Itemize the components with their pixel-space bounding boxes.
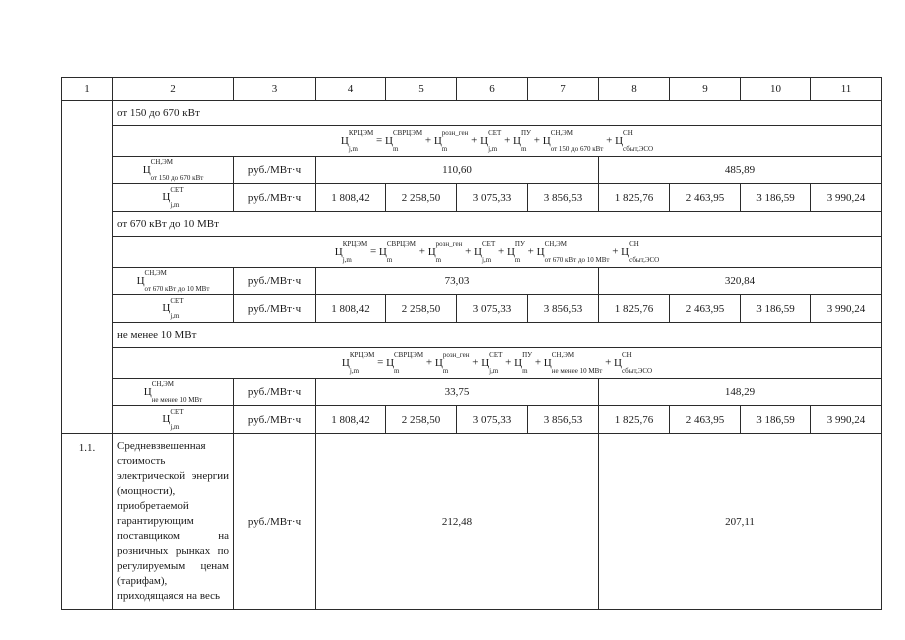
formula-sub: j,m bbox=[489, 366, 499, 375]
row-description: Средневзвешенная стоимость электрической энергии (мощности), приобретаемой гарантирующим поставщиком на розничных рынках по регулируемым ценам (тарифам), приходящаяся на весь bbox=[113, 434, 234, 610]
header-cell: 5 bbox=[386, 78, 457, 101]
sn-em-value: 33,75 bbox=[316, 379, 599, 406]
formula-sub: j,m bbox=[348, 144, 358, 153]
formula-indices bbox=[442, 129, 469, 153]
formula-sub: m bbox=[435, 255, 442, 264]
formula-sup: СН bbox=[623, 129, 633, 138]
formula-letter: Ц bbox=[506, 245, 515, 258]
set-value: 2 463,95 bbox=[670, 406, 741, 434]
set-value: 1 808,42 bbox=[316, 406, 386, 434]
set-value: 1 825,76 bbox=[599, 184, 670, 212]
formula-sup: СЕТ bbox=[488, 129, 502, 138]
formula-sub: m bbox=[522, 366, 528, 375]
symbol-indices bbox=[170, 297, 183, 321]
formula-indices bbox=[552, 351, 603, 375]
set-value: 1 825,76 bbox=[599, 406, 670, 434]
set-value: 1 808,42 bbox=[316, 184, 386, 212]
sn-em-value: 320,84 bbox=[599, 268, 882, 295]
formula-indices bbox=[393, 129, 422, 153]
header-cell: 8 bbox=[599, 78, 670, 101]
unit-cell: руб./МВт·ч bbox=[234, 434, 316, 610]
formula-row bbox=[62, 237, 882, 268]
symbol-sup: СЕТ bbox=[170, 185, 184, 194]
formula-letter: Ц bbox=[621, 245, 630, 258]
symbol-sup: СН,ЭМ bbox=[150, 158, 173, 167]
set-value: 3 990,24 bbox=[811, 184, 882, 212]
symbol-indices bbox=[152, 380, 203, 404]
formula-letter: Ц bbox=[536, 245, 545, 258]
symbol-letter: Ц bbox=[162, 191, 171, 204]
section-label: от 150 до 670 кВт bbox=[113, 101, 882, 126]
formula-term bbox=[480, 129, 502, 153]
formula-sub: сбыт,ЭСО bbox=[623, 144, 654, 153]
formula-term bbox=[614, 351, 653, 375]
set-value: 3 186,59 bbox=[741, 295, 811, 323]
formula-sub: сбыт,ЭСО bbox=[629, 255, 660, 264]
formula-sup: КРЦЭМ bbox=[342, 240, 368, 249]
section-label-row bbox=[62, 323, 882, 348]
set-value: 1 808,42 bbox=[316, 295, 386, 323]
formula-sub: m bbox=[394, 366, 400, 375]
set-value: 2 463,95 bbox=[670, 184, 741, 212]
formula-indices bbox=[551, 129, 604, 153]
formula-sub: m bbox=[521, 144, 527, 153]
set-value: 3 856,53 bbox=[528, 406, 599, 434]
set-symbol-cell bbox=[113, 295, 234, 323]
weighted-cost-value: 212,48 bbox=[316, 434, 599, 610]
header-cell: 9 bbox=[670, 78, 741, 101]
formula-sup: СВРЦЭМ bbox=[386, 240, 416, 249]
sn-em-symbol-cell bbox=[113, 379, 234, 406]
formula-term bbox=[506, 240, 525, 264]
header-cell: 6 bbox=[457, 78, 528, 101]
formula-indices bbox=[522, 351, 532, 375]
set-row bbox=[62, 406, 882, 434]
formula-sup: СН bbox=[621, 351, 632, 360]
formula-row bbox=[62, 348, 882, 379]
formula-term bbox=[433, 129, 469, 153]
formula-indices bbox=[545, 240, 610, 264]
formula-letter: Ц bbox=[543, 356, 552, 369]
column-number-header bbox=[62, 78, 882, 101]
formula-sub: j,m bbox=[349, 366, 360, 375]
formula-sup: ПУ bbox=[522, 351, 533, 360]
sn-em-value: 485,89 bbox=[599, 157, 882, 184]
price-symbol bbox=[162, 296, 184, 321]
formula-indices bbox=[350, 351, 374, 375]
symbol-indices bbox=[170, 408, 183, 432]
formula-sub: m bbox=[392, 144, 399, 153]
symbol-letter: Ц bbox=[143, 385, 152, 398]
formula-term bbox=[514, 351, 533, 375]
header-cell: 7 bbox=[528, 78, 599, 101]
formula-letter: Ц bbox=[542, 134, 551, 147]
row-1-1 bbox=[62, 434, 882, 610]
formula-indices bbox=[443, 351, 470, 375]
formula-sup: СН,ЭМ bbox=[544, 240, 567, 249]
set-value: 3 075,33 bbox=[457, 406, 528, 434]
set-value: 3 990,24 bbox=[811, 295, 882, 323]
set-value: 3 186,59 bbox=[741, 406, 811, 434]
symbol-letter: Ц bbox=[142, 163, 151, 176]
formula-term bbox=[427, 240, 463, 264]
formula-sup: розн_ген bbox=[441, 129, 469, 138]
header-cell: 1 bbox=[62, 78, 113, 101]
formula-sub: m bbox=[386, 255, 393, 264]
formula-sub: j,m bbox=[342, 255, 352, 264]
formula-term bbox=[340, 129, 374, 153]
symbol-sub: j,m bbox=[170, 201, 180, 210]
set-value: 3 075,33 bbox=[457, 295, 528, 323]
weighted-cost-value: 207,11 bbox=[599, 434, 882, 610]
formula-sub: m bbox=[442, 366, 449, 375]
formula-sub: m bbox=[441, 144, 448, 153]
formula-indices bbox=[343, 240, 367, 264]
set-value: 2 258,50 bbox=[386, 295, 457, 323]
symbol-letter: Ц bbox=[136, 274, 145, 287]
set-value: 2 463,95 bbox=[670, 295, 741, 323]
price-symbol bbox=[162, 185, 184, 210]
sn-em-row bbox=[62, 268, 882, 295]
formula-indices bbox=[622, 351, 652, 375]
unit-cell: руб./МВт·ч bbox=[234, 406, 316, 434]
unit-cell: руб./МВт·ч bbox=[234, 157, 316, 184]
header-cell: 4 bbox=[316, 78, 386, 101]
formula-sup: ПУ bbox=[521, 129, 532, 138]
symbol-sup: СЕТ bbox=[170, 407, 184, 416]
symbol-indices bbox=[170, 186, 183, 210]
formula-letter: Ц bbox=[474, 245, 482, 258]
formula-term bbox=[543, 351, 603, 375]
formula-sup: ПУ bbox=[514, 240, 525, 249]
row-number-blank bbox=[62, 101, 113, 434]
formula-indices bbox=[387, 240, 416, 264]
formula-sup: СВРЦЭМ bbox=[392, 129, 423, 138]
formula-letter: Ц bbox=[513, 134, 521, 147]
tariff-table bbox=[61, 77, 882, 610]
formula-letter: Ц bbox=[427, 245, 436, 258]
sn-em-value: 110,60 bbox=[316, 157, 599, 184]
formula-sub: j,m bbox=[482, 255, 492, 264]
formula-sub: m bbox=[514, 255, 521, 264]
formula-indices bbox=[436, 240, 463, 264]
unit-cell: руб./МВт·ч bbox=[234, 295, 316, 323]
price-symbol bbox=[142, 158, 204, 182]
set-value: 3 856,53 bbox=[528, 184, 599, 212]
symbol-letter: Ц bbox=[162, 413, 171, 426]
formula-indices bbox=[623, 129, 653, 153]
formula-indices bbox=[482, 240, 495, 264]
formula-indices bbox=[515, 240, 525, 264]
header-cell: 2 bbox=[113, 78, 234, 101]
sn-em-row bbox=[62, 157, 882, 184]
header-cell: 11 bbox=[811, 78, 882, 101]
symbol-sup: СЕТ bbox=[170, 296, 184, 305]
header-cell: 3 bbox=[234, 78, 316, 101]
formula-term bbox=[434, 351, 470, 375]
formula-letter: Ц bbox=[480, 134, 489, 147]
set-symbol-cell bbox=[113, 406, 234, 434]
formula-term bbox=[386, 351, 424, 375]
symbol-sub: j,m bbox=[170, 423, 180, 432]
formula-sup: СЕТ bbox=[489, 351, 503, 360]
formula-sub: сбыт,ЭСО bbox=[621, 366, 653, 375]
formula-letter: Ц bbox=[434, 356, 443, 369]
set-value: 2 258,50 bbox=[386, 184, 457, 212]
sn-em-value: 148,29 bbox=[599, 379, 882, 406]
unit-cell: руб./МВт·ч bbox=[234, 379, 316, 406]
set-row bbox=[62, 184, 882, 212]
symbol-sub: не менее 10 МВт bbox=[151, 395, 203, 404]
symbol-letter: Ц bbox=[162, 302, 171, 315]
unit-cell: руб./МВт·ч bbox=[234, 184, 316, 212]
set-value: 3 990,24 bbox=[811, 406, 882, 434]
symbol-indices bbox=[145, 269, 210, 293]
formula: $Ц^{КРЦЭМ}$ $_{j,m} = Ц^{СВРЦЭМ}$ $_m + Ц^{розн\_ген}$ $_m + Ц^{СЕТ}$ $_{j,m} + Ц^{ПУ}$ $_m + Ц^{СН,ЭМ}$ $_{не менее 10 МВт} + Ц^{СН}$ $_{сбыт,ЭСО}$ bbox=[113, 348, 882, 379]
formula-term bbox=[542, 129, 604, 153]
set-value: 3 856,53 bbox=[528, 295, 599, 323]
formula-indices bbox=[489, 351, 502, 375]
formula: $Ц^{КРЦЭМ}$ $_{j,m} = Ц^{СВРЦЭМ}$ $_m + Ц^{розн\_ген}$ $_m + Ц^{СЕТ}$ $_{j,m} + Ц^{ПУ}$ $_m + Ц^{СН,ЭМ}$ $_{от 150 до 670 кВт} + Ц^{СН}$ $_{сбыт,ЭСО}$ bbox=[113, 126, 882, 157]
formula-sup: СН,ЭМ bbox=[550, 129, 574, 138]
formula-row bbox=[62, 126, 882, 157]
unit-cell: руб./МВт·ч bbox=[234, 268, 316, 295]
symbol-sub: от 670 кВт до 10 МВт bbox=[144, 284, 210, 293]
formula-term bbox=[341, 351, 375, 375]
formula-term bbox=[513, 129, 532, 153]
formula-sup: СН bbox=[629, 240, 639, 249]
symbol-sup: СН,ЭМ bbox=[151, 380, 175, 389]
set-value: 1 825,76 bbox=[599, 295, 670, 323]
formula-term bbox=[615, 129, 654, 153]
formula-term bbox=[536, 240, 610, 264]
symbol-sup: СН,ЭМ bbox=[144, 269, 167, 278]
symbol-indices bbox=[151, 158, 204, 182]
sn-em-symbol-cell bbox=[113, 157, 234, 184]
set-value: 3 186,59 bbox=[741, 184, 811, 212]
price-symbol bbox=[143, 380, 203, 404]
symbol-sub: j,m bbox=[170, 312, 180, 321]
sn-em-row bbox=[62, 379, 882, 406]
formula-letter: Ц bbox=[614, 356, 622, 369]
sn-em-value: 73,03 bbox=[316, 268, 599, 295]
formula-sub: не менее 10 МВт bbox=[551, 366, 603, 375]
formula-term bbox=[621, 240, 660, 264]
formula-term bbox=[481, 351, 503, 375]
set-value: 3 075,33 bbox=[457, 184, 528, 212]
formula-letter: Ц bbox=[378, 245, 387, 258]
formula-letter: Ц bbox=[386, 356, 395, 369]
formula-indices bbox=[394, 351, 423, 375]
formula-term bbox=[334, 240, 368, 264]
formula-indices bbox=[488, 129, 501, 153]
formula-letter: Ц bbox=[433, 134, 442, 147]
formula-sub: j,m bbox=[488, 144, 498, 153]
formula-sup: СВРЦЭМ bbox=[394, 351, 424, 360]
set-symbol-cell bbox=[113, 184, 234, 212]
set-row bbox=[62, 295, 882, 323]
formula-sup: розн_ген bbox=[435, 240, 463, 249]
formula-letter: Ц bbox=[615, 134, 624, 147]
formula-letter: Ц bbox=[481, 356, 490, 369]
price-symbol bbox=[136, 269, 210, 293]
formula-term bbox=[385, 129, 423, 153]
formula-letter: Ц bbox=[334, 245, 343, 258]
sn-em-symbol-cell bbox=[113, 268, 234, 295]
formula-sup: розн_ген bbox=[442, 351, 470, 360]
symbol-sub: от 150 до 670 кВт bbox=[150, 173, 204, 182]
formula-letter: Ц bbox=[340, 134, 349, 147]
row-number: 1.1. bbox=[62, 434, 113, 610]
formula-sub: от 670 кВт до 10 МВт bbox=[544, 255, 610, 264]
formula-indices bbox=[629, 240, 659, 264]
formula: $Ц^{КРЦЭМ}$ $_{j,m} = Ц^{СВРЦЭМ}$ $_m + Ц^{розн\_ген}$ $_m + Ц^{СЕТ}$ $_{j,m} + Ц^{ПУ}$ $_m + Ц^{СН,ЭМ}$ $_{от 670 кВт до 10 МВт} + Ц^{СН}$ $_{сбыт,ЭСО}$ bbox=[113, 237, 882, 268]
formula-indices bbox=[349, 129, 373, 153]
formula-sub: от 150 до 670 кВт bbox=[550, 144, 604, 153]
section-label-row bbox=[62, 101, 882, 126]
formula-letter: Ц bbox=[341, 356, 350, 369]
set-value: 2 258,50 bbox=[386, 406, 457, 434]
formula-term bbox=[378, 240, 416, 264]
section-label: не менее 10 МВт bbox=[113, 323, 882, 348]
section-label-row bbox=[62, 212, 882, 237]
header-cell: 10 bbox=[741, 78, 811, 101]
formula-sup: КРЦЭМ bbox=[349, 351, 375, 360]
formula-term bbox=[474, 240, 496, 264]
formula-letter: Ц bbox=[385, 134, 393, 147]
formula-sup: КРЦЭМ bbox=[348, 129, 374, 138]
formula-sup: СН,ЭМ bbox=[551, 351, 575, 360]
formula-letter: Ц bbox=[514, 356, 523, 369]
section-label: от 670 кВт до 10 МВт bbox=[113, 212, 882, 237]
formula-sup: СЕТ bbox=[482, 240, 496, 249]
price-symbol bbox=[162, 407, 184, 432]
formula-indices bbox=[521, 129, 531, 153]
